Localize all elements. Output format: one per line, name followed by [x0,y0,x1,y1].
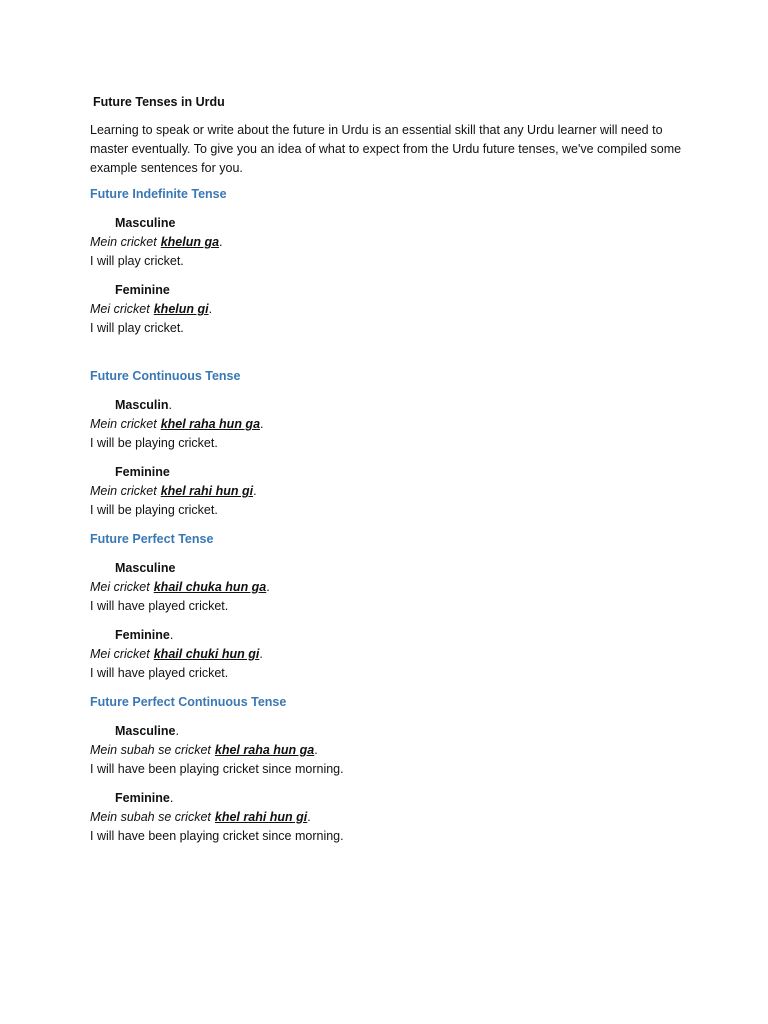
example-feminine [90,789,688,846]
verb-phrase: khail chuki hun gi [153,647,260,661]
verb-phrase: khail chuka hun ga [153,580,267,594]
verb-phrase: khelun ga [160,235,220,249]
example-masculine [90,559,688,616]
section-heading: Future Continuous Tense [90,369,241,383]
example-feminine [90,463,688,520]
gender-label: Feminine [115,465,170,479]
urdu-sentence: Mein cricket khelun ga. [90,235,223,249]
english-translation: I will have played cricket. [90,666,229,680]
verb-phrase: khel raha hun ga [160,417,261,431]
urdu-sentence: Mei cricket khail chuka hun ga. [90,580,270,594]
section-heading: Future Perfect Continuous Tense [90,695,287,709]
english-translation: I will play cricket. [90,321,184,335]
spacer [90,338,688,357]
urdu-sentence: Mei cricket khail chuki hun gi. [90,647,263,661]
english-translation: I will play cricket. [90,254,184,268]
verb-phrase: khel rahi hun gi [160,484,254,498]
gender-label: Masculine [115,216,176,230]
english-translation: I will be playing cricket. [90,436,218,450]
urdu-sentence: Mei cricket khelun gi. [90,302,213,316]
urdu-sentence: Mein cricket khel raha hun ga. [90,417,264,431]
english-translation: I will be playing cricket. [90,503,218,517]
document-title: Future Tenses in Urdu [93,95,225,109]
intro-paragraph: Learning to speak or write about the future in Urdu is an essential skill that any Urdu learner will need to master eventually. To give you an idea of what to expect from the Urdu future tenses, we've compiled some example sentences for you. [90,123,682,175]
section-heading: Future Perfect Tense [90,532,214,546]
gender-label: Masculine. [115,724,179,738]
gender-label: Masculin. [115,398,172,412]
verb-phrase: khelun gi [153,302,209,316]
section-future-perfect [90,530,688,683]
urdu-sentence: Mein cricket khel rahi hun gi. [90,484,257,498]
verb-phrase: khel rahi hun gi [214,810,308,824]
example-masculine [90,214,688,271]
gender-label: Feminine. [115,628,174,642]
example-masculine [90,722,688,779]
english-translation: I will have played cricket. [90,599,229,613]
section-heading: Future Indefinite Tense [90,187,227,201]
english-translation: I will have been playing cricket since morning. [90,762,344,776]
gender-label: Feminine. [115,791,174,805]
example-feminine [90,281,688,338]
section-future-continuous [90,367,688,520]
english-translation: I will have been playing cricket since morning. [90,829,344,843]
example-feminine [90,626,688,683]
gender-label: Masculine [115,561,176,575]
section-future-perfect-continuous [90,693,688,846]
example-masculine [90,396,688,453]
section-future-indefinite [90,185,688,338]
gender-label: Feminine [115,283,170,297]
urdu-sentence: Mein subah se cricket khel rahi hun gi. [90,810,311,824]
urdu-sentence: Mein subah se cricket khel raha hun ga. [90,743,318,757]
verb-phrase: khel raha hun ga [214,743,315,757]
